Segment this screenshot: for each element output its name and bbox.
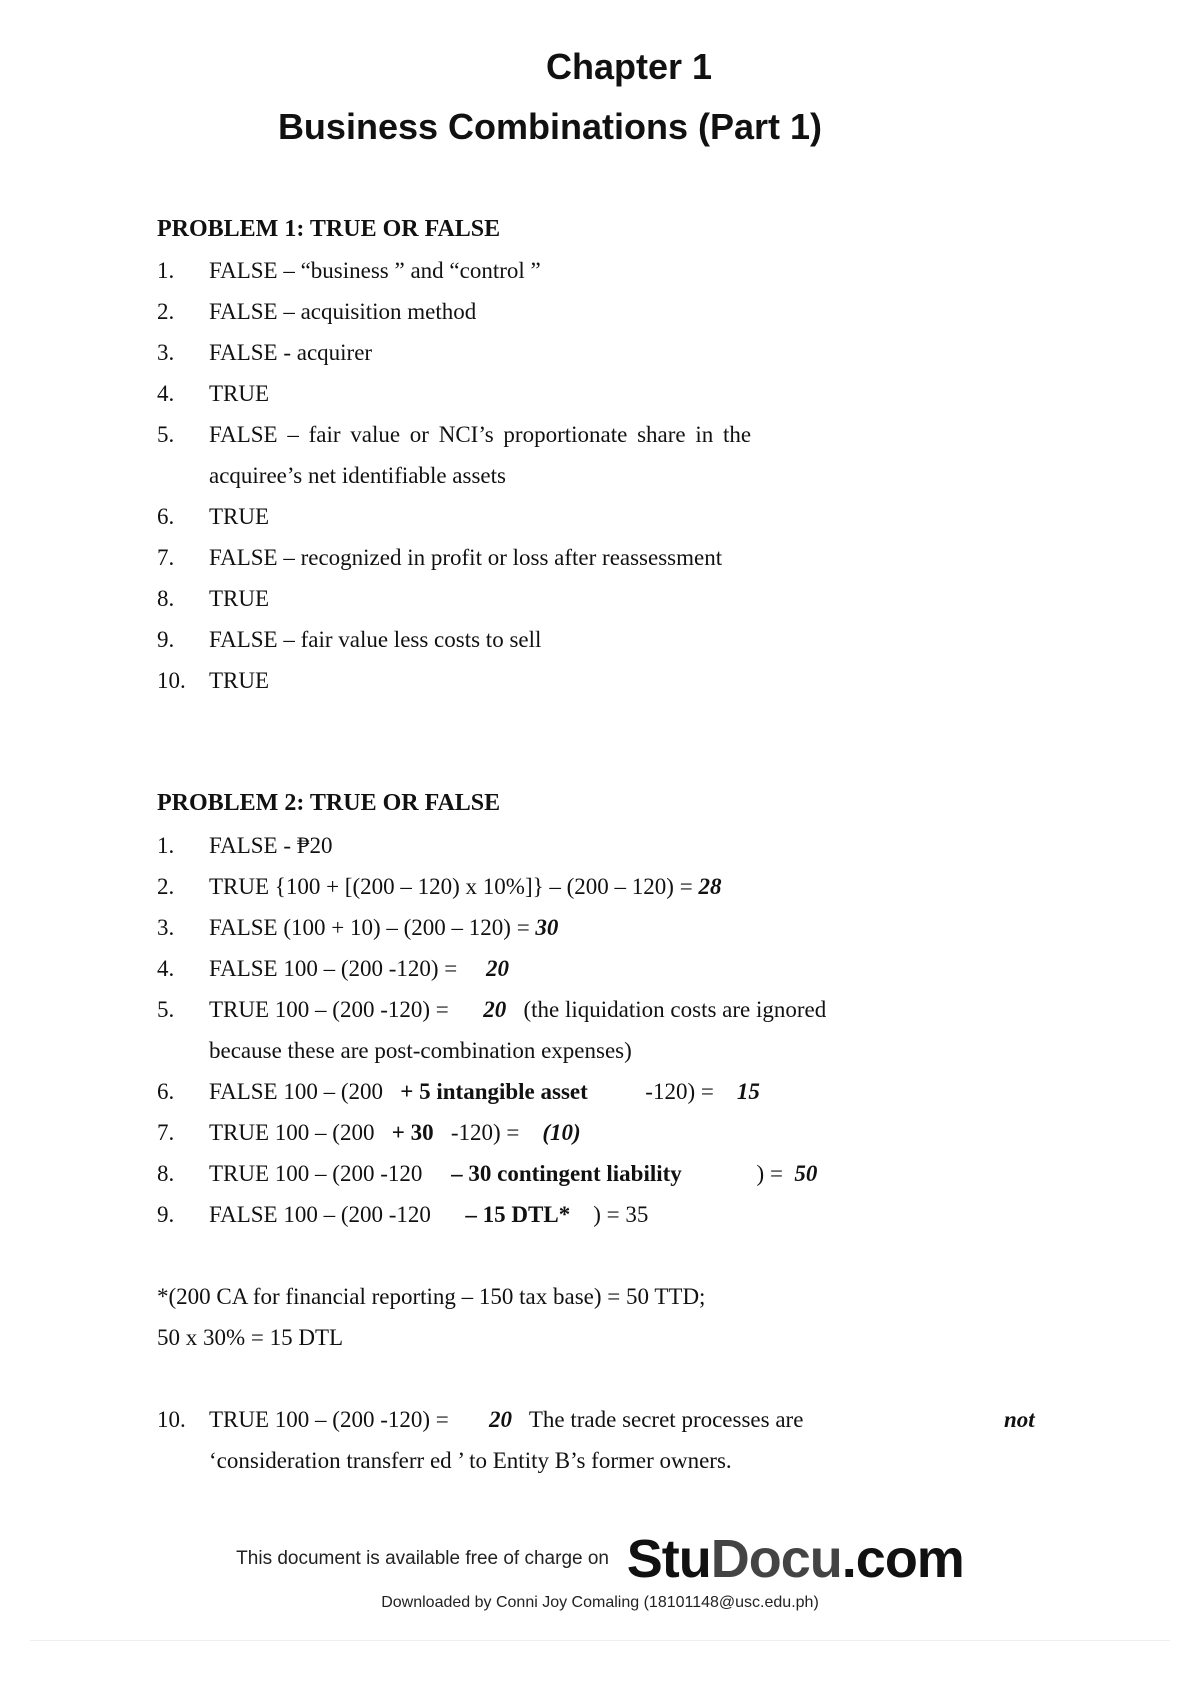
item-answer: 50 bbox=[794, 1161, 818, 1186]
item-number: 8. bbox=[157, 586, 175, 611]
item-number: 3. bbox=[157, 340, 175, 365]
item-text bbox=[209, 915, 558, 941]
item-formula-end: ) = 35 bbox=[593, 1202, 649, 1227]
item-number: 2. bbox=[157, 299, 175, 324]
item-number: 9. bbox=[157, 627, 175, 652]
item-number: 3. bbox=[157, 915, 175, 940]
item-text bbox=[209, 1161, 817, 1187]
item-formula: FALSE 100 – (200 -120 bbox=[209, 1202, 431, 1227]
emphasis-word: not bbox=[1004, 1407, 1035, 1432]
item-number: 7. bbox=[157, 545, 175, 570]
item-number: 6. bbox=[157, 504, 175, 529]
item-number: 4. bbox=[157, 956, 175, 981]
item-answer: (10) bbox=[542, 1120, 581, 1145]
item-text bbox=[209, 1079, 760, 1105]
item-number: 5. bbox=[157, 422, 175, 447]
item-text bbox=[209, 874, 721, 900]
page-bottom-divider bbox=[30, 1640, 1170, 1641]
dtl-footnote-line-1: *(200 CA for financial reporting – 150 tax base) = 50 TTD; bbox=[157, 1284, 706, 1309]
item-number: 8. bbox=[157, 1161, 175, 1186]
item-text: FALSE - ₱20 bbox=[209, 833, 333, 858]
item-text: TRUE bbox=[209, 586, 270, 611]
item-text: FALSE - acquirer bbox=[209, 340, 373, 365]
item-comment: The trade secret processes are bbox=[528, 1407, 804, 1432]
item-formula: TRUE {100 + [(200 – 120) x 10%]} – (200 – 120) = bbox=[209, 874, 693, 899]
download-credit: Downloaded by Conni Joy Comaling (18101148@usc.edu.ph) bbox=[381, 1594, 819, 1611]
item-formula: TRUE 100 – (200 -120 bbox=[209, 1161, 423, 1186]
item-text: FALSE – “business ” and “control ” bbox=[209, 258, 541, 283]
item-text bbox=[209, 956, 509, 982]
item-answer: 20 bbox=[486, 956, 510, 981]
page-title: Business Combinations (Part 1) bbox=[277, 106, 823, 147]
item-number: 6. bbox=[157, 1079, 175, 1104]
item-number: 9. bbox=[157, 1202, 175, 1227]
item-formula-end: ) = bbox=[756, 1161, 783, 1186]
item-number: 7. bbox=[157, 1120, 175, 1145]
availability-text: This document is available free of charge on bbox=[236, 1548, 609, 1569]
item-number: 10. bbox=[157, 668, 186, 693]
item-text bbox=[209, 1120, 581, 1146]
item-text: FALSE – fair value less costs to sell bbox=[209, 627, 542, 652]
emphasis-not bbox=[1004, 1407, 1035, 1433]
item-answer: 30 bbox=[535, 915, 559, 940]
item-text bbox=[209, 1202, 648, 1228]
logo-part-docu: Docu bbox=[710, 1529, 842, 1589]
item-number: 1. bbox=[157, 258, 175, 283]
item-text: FALSE – recognized in profit or loss after reassessment bbox=[209, 545, 723, 570]
item-number: 5. bbox=[157, 997, 175, 1022]
item-number: 4. bbox=[157, 381, 175, 406]
item-answer: 20 bbox=[489, 1407, 512, 1432]
item-text-continued: because these are post-combination expenses) bbox=[209, 1038, 632, 1063]
item-text: TRUE bbox=[209, 381, 270, 406]
problem-2-title: PROBLEM 2: TRUE OR FALSE bbox=[157, 790, 501, 816]
logo-part-com: .com bbox=[841, 1529, 964, 1589]
item-number: 10. bbox=[157, 1407, 186, 1432]
item-comment: (the liquidation costs are ignored bbox=[523, 997, 827, 1022]
item-formula: FALSE 100 – (200 bbox=[209, 1079, 383, 1104]
item-answer: 28 bbox=[698, 874, 722, 899]
item-text-continued: ‘consideration transferr ed ’ to Entity B’s former owners. bbox=[209, 1448, 732, 1473]
item-formula: TRUE 100 – (200 -120) = bbox=[209, 997, 449, 1022]
logo-part-stu: Stu bbox=[626, 1529, 711, 1589]
item-text: TRUE bbox=[209, 504, 270, 529]
chapter-title: Chapter 1 bbox=[545, 46, 713, 87]
item-text bbox=[209, 1407, 803, 1433]
item-text bbox=[209, 997, 826, 1023]
item-adjustment: + 30 bbox=[391, 1120, 434, 1145]
item-formula: FALSE (100 + 10) – (200 – 120) = bbox=[209, 915, 530, 940]
item-text: FALSE – fair value or NCI’s proportionate share in the bbox=[209, 422, 752, 447]
studocu-logo[interactable] bbox=[627, 1529, 964, 1589]
item-formula: FALSE 100 – (200 -120) = bbox=[209, 956, 458, 981]
item-number: 2. bbox=[157, 874, 175, 899]
dtl-footnote-line-2: 50 x 30% = 15 DTL bbox=[157, 1325, 344, 1350]
item-text-continued: acquiree’s net identifiable assets bbox=[209, 463, 506, 488]
item-formula: TRUE 100 – (200 bbox=[209, 1120, 375, 1145]
item-number: 1. bbox=[157, 833, 175, 858]
item-formula-end: -120) = bbox=[645, 1079, 714, 1104]
item-adjustment: + 5 intangible asset bbox=[400, 1079, 588, 1104]
studocu-banner bbox=[0, 1528, 1200, 1590]
item-adjustment: – 15 DTL* bbox=[465, 1202, 571, 1227]
item-formula-end: -120) = bbox=[450, 1120, 520, 1145]
problem-1-title: PROBLEM 1: TRUE OR FALSE bbox=[157, 216, 501, 242]
item-adjustment: – 30 contingent liability bbox=[451, 1161, 682, 1186]
item-text: TRUE bbox=[209, 668, 270, 693]
item-answer: 20 bbox=[483, 997, 507, 1022]
item-answer: 15 bbox=[736, 1079, 760, 1104]
item-text: FALSE – acquisition method bbox=[209, 299, 477, 324]
item-formula: TRUE 100 – (200 -120) = bbox=[209, 1407, 449, 1432]
